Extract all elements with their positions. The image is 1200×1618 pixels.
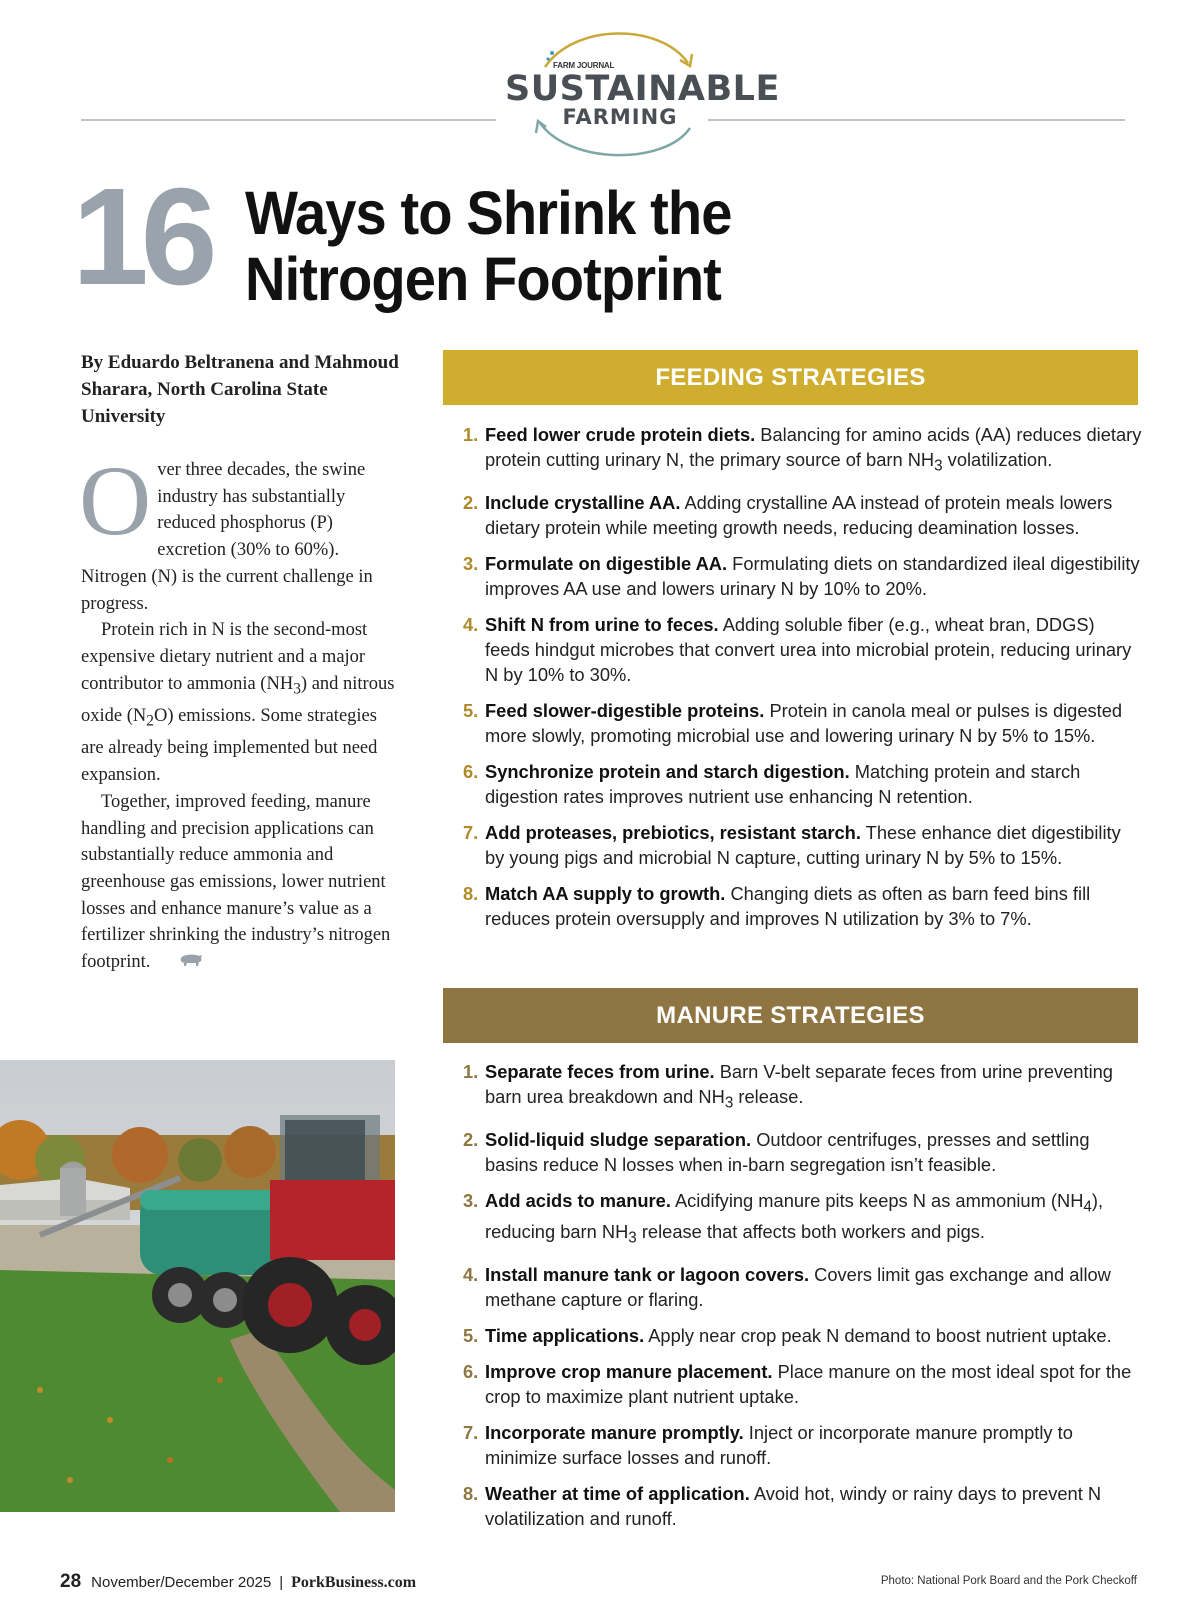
subscript: 3 <box>724 1094 734 1112</box>
subscript: 3 <box>628 1229 637 1247</box>
item-text: Adding soluble fiber (e.g., wheat bran, DDGS) feeds hindgut microbes that convert urea into microbial protein, reducing urinary N by 10% to 30%. <box>485 613 1132 685</box>
item-number: 1. <box>463 1061 479 1082</box>
item-number: 2. <box>463 491 479 513</box>
item-text: Avoid hot, windy or rainy days to prevent N volatilization and runoff. <box>485 1482 1102 1529</box>
list-item <box>463 1420 1143 1470</box>
item-text: Apply near crop peak N demand to boost nutrient uptake. <box>644 1324 1112 1346</box>
list-item <box>463 1323 1143 1348</box>
list-item <box>463 820 1143 870</box>
item-text: release that affects both workers and pigs. <box>636 1221 985 1243</box>
paragraph-2-text-c: O) emissions. Some strategies are already being implemented but need expansion. <box>81 706 378 786</box>
paragraph-2-text-b: ) and nitrous oxide (N <box>81 673 395 727</box>
list-item <box>463 698 1143 748</box>
list-item <box>463 1188 1143 1251</box>
logo-line-farming: FARMING <box>562 105 678 129</box>
list-item <box>463 1127 1143 1177</box>
item-number: 7. <box>463 1421 479 1443</box>
list-item <box>463 881 1143 931</box>
item-text: Adding crystalline AA instead of protein meals lowers dietary protein while meeting growth needs, reducing deamination losses. <box>485 491 1113 538</box>
page-footer <box>60 1571 416 1593</box>
item-number: 3. <box>463 1189 479 1211</box>
subscript: 3 <box>293 680 301 698</box>
paragraph-3 <box>81 789 401 976</box>
paragraph-2-text-a: Protein rich in N is the second-most expensive dietary nutrient and a major contributor to ammonia (NH <box>81 620 368 694</box>
item-lead: Include crystalline AA. <box>485 491 681 513</box>
title-line-2: Nitrogen Footprint <box>245 245 721 313</box>
item-lead: Separate feces from urine. <box>485 1061 715 1082</box>
item-number: 5. <box>463 1324 479 1346</box>
item-number: 8. <box>463 1482 479 1504</box>
item-text: These enhance diet digestibility by young pigs and microbial N capture, cutting urinary N by 5% to 15%. <box>485 821 1121 868</box>
publisher-mark: FARM JOURNAL <box>553 61 615 70</box>
header-rule-left <box>81 119 496 121</box>
item-number: 8. <box>463 882 479 904</box>
item-text: volatilization. <box>942 449 1053 470</box>
item-lead: Solid-liquid sludge separation. <box>485 1128 752 1150</box>
item-lead: Incorporate manure promptly. <box>485 1421 744 1443</box>
item-text: release. <box>733 1086 804 1107</box>
item-number: 6. <box>463 760 479 782</box>
header-rule-right <box>708 119 1125 121</box>
list-item <box>463 551 1143 601</box>
list-item <box>463 1262 1143 1312</box>
item-text: Inject or incorporate manure promptly to minimize surface losses and runoff. <box>485 1421 1073 1468</box>
subscript: 3 <box>934 457 943 475</box>
footer-separator: | <box>279 1574 284 1591</box>
item-number: 2. <box>463 1128 479 1150</box>
paragraph-1 <box>79 445 401 617</box>
item-lead: Add acids to manure. <box>485 1189 671 1211</box>
drop-cap: O <box>79 445 152 556</box>
pig-end-mark-icon <box>158 949 204 976</box>
item-lead: Formulate on digestible AA. <box>485 552 728 574</box>
item-text: Balancing for amino acids (AA) reduces dietary protein cutting urinary N, the primary source of barn NH <box>485 424 1142 470</box>
photo-credit: Photo: National Pork Board and the Pork Checkoff <box>880 1575 1137 1587</box>
list-item <box>463 490 1143 540</box>
item-lead: Add proteases, prebiotics, resistant starch. <box>485 821 861 843</box>
item-lead: Shift N from urine to feces. <box>485 613 719 635</box>
item-number: 5. <box>463 699 479 721</box>
paragraph-3-text: Together, improved feeding, manure handling and precision applications can substantially reduce ammonia and greenhouse gas emissions, lower nutrient losses and enhance manure’s value as a fertilizer shrinking the industry’s nitrogen footprint. <box>81 791 391 973</box>
list-item <box>463 1481 1143 1531</box>
item-number: 4. <box>463 1263 479 1285</box>
item-number: 6. <box>463 1360 479 1382</box>
subscript: 2 <box>146 712 154 730</box>
paragraph-2 <box>81 617 401 789</box>
item-text: Matching protein and starch digestion rates improves nutrient use enhancing N retention. <box>485 760 1081 807</box>
item-text: Formulating diets on standardized ileal digestibility improves AA use and lowers urinary N by 10% to 20%. <box>485 552 1140 599</box>
list-item <box>463 759 1143 809</box>
subscript: 4 <box>1083 1198 1092 1216</box>
item-lead: Feed lower crude protein diets. <box>485 424 756 445</box>
item-text: ), reducing barn NH <box>485 1189 1104 1243</box>
manure-strategies-heading: MANURE STRATEGIES <box>443 988 1138 1043</box>
tractor-manure-tanker-photo <box>0 1060 395 1512</box>
item-text: Outdoor centrifuges, presses and settling basins reduce N losses when in-barn segregation isn’t feasible. <box>485 1128 1090 1175</box>
item-text: Covers limit gas exchange and allow methane capture or flaring. <box>485 1263 1111 1310</box>
feeding-strategies-list <box>463 422 1143 942</box>
sustainable-farming-logo <box>500 25 780 165</box>
item-lead: Install manure tank or lagoon covers. <box>485 1263 810 1285</box>
item-number: 3. <box>463 552 479 574</box>
item-number: 7. <box>463 821 479 843</box>
paragraph-1-text: ver three decades, the swine industry has substantially reduced phosphorus (P) excretion (30% to 60%). Nitrogen (N) is the current challenge in progress. <box>81 460 373 614</box>
item-text: Protein in canola meal or pulses is digested more slowly, promoting microbial use and lowering urinary N by 5% to 15%. <box>485 699 1123 746</box>
item-number: 1. <box>463 424 479 445</box>
item-lead: Weather at time of application. <box>485 1482 750 1504</box>
issue-date: November/December 2025 <box>91 1574 272 1591</box>
feeding-strategies-heading: FEEDING STRATEGIES <box>443 350 1138 405</box>
list-item <box>463 1359 1143 1409</box>
item-text: Changing diets as often as barn feed bins fill reduces protein oversupply and improves N utilization by 3% to 7%. <box>485 882 1091 929</box>
item-lead: Match AA supply to growth. <box>485 882 726 904</box>
website-link[interactable]: PorkBusiness.com <box>291 1574 417 1591</box>
logo-line-sustainable: SUSTAINABLE <box>505 69 780 109</box>
page-number: 28 <box>60 1571 82 1592</box>
item-text: Acidifying manure pits keeps N as ammonium (NH <box>670 1189 1084 1211</box>
title-number: 16 <box>72 160 210 314</box>
item-number: 4. <box>463 613 479 635</box>
byline: By Eduardo Beltranena and Mahmoud Sharara, North Carolina State University <box>81 352 399 427</box>
article-body <box>79 445 401 976</box>
item-lead: Time applications. <box>485 1324 645 1346</box>
page-title <box>245 180 732 312</box>
title-line-1: Ways to Shrink the <box>245 179 732 247</box>
manure-strategies-list <box>463 1059 1143 1542</box>
item-lead: Synchronize protein and starch digestion. <box>485 760 850 782</box>
item-text: Place manure on the most ideal spot for the crop to maximize plant nutrient uptake. <box>485 1360 1132 1407</box>
list-item <box>463 1059 1143 1116</box>
item-lead: Improve crop manure placement. <box>485 1360 773 1382</box>
item-text: Barn V-belt separate feces from urine preventing barn urea breakdown and NH <box>485 1061 1113 1107</box>
item-lead: Feed slower-digestible proteins. <box>485 699 765 721</box>
list-item <box>463 612 1143 687</box>
list-item <box>463 422 1143 479</box>
